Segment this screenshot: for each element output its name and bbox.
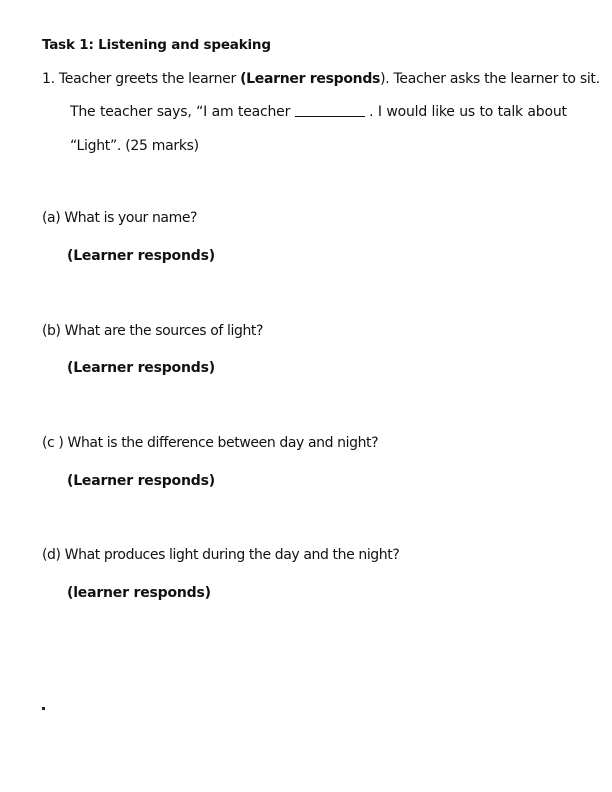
question-d: (d) What produces light during the day and the night? <box>42 547 400 563</box>
word: am <box>211 104 234 120</box>
intro-line-2 <box>70 104 567 120</box>
word: teacher <box>99 104 153 120</box>
word: “I <box>196 104 208 120</box>
word: teacher <box>237 104 291 120</box>
response-b: (Learner responds) <box>67 360 215 376</box>
word: I <box>377 104 382 120</box>
question-c: (c ) What is the difference between day and night? <box>42 435 379 451</box>
word: about <box>527 104 567 120</box>
intro-line-1 <box>42 71 600 87</box>
word: talk <box>497 104 523 120</box>
word: . <box>369 104 374 120</box>
word: would <box>386 104 428 120</box>
word: says, <box>156 104 192 120</box>
word: to <box>479 104 494 120</box>
word: like <box>431 104 455 120</box>
response-d: (learner responds) <box>67 585 211 601</box>
teacher-name-blank <box>295 104 365 117</box>
word: The <box>70 104 96 120</box>
question-b: (b) What are the sources of light? <box>42 323 264 339</box>
word: us <box>459 104 475 120</box>
stray-dot-mark <box>42 707 45 710</box>
intro-line-3: “Light”. (25 marks) <box>70 138 199 154</box>
question-a: (a) What is your name? <box>42 210 198 226</box>
intro-line-1-prefix: 1. Teacher greets the learner <box>42 71 241 87</box>
intro-line-1-suffix: ). Teacher asks the learner to sit. <box>380 71 600 87</box>
response-a: (Learner responds) <box>67 248 215 264</box>
task-title: Task 1: Listening and speaking <box>42 37 271 53</box>
intro-learner-responds: (Learner responds <box>240 71 381 87</box>
response-c: (Learner responds) <box>67 473 215 489</box>
